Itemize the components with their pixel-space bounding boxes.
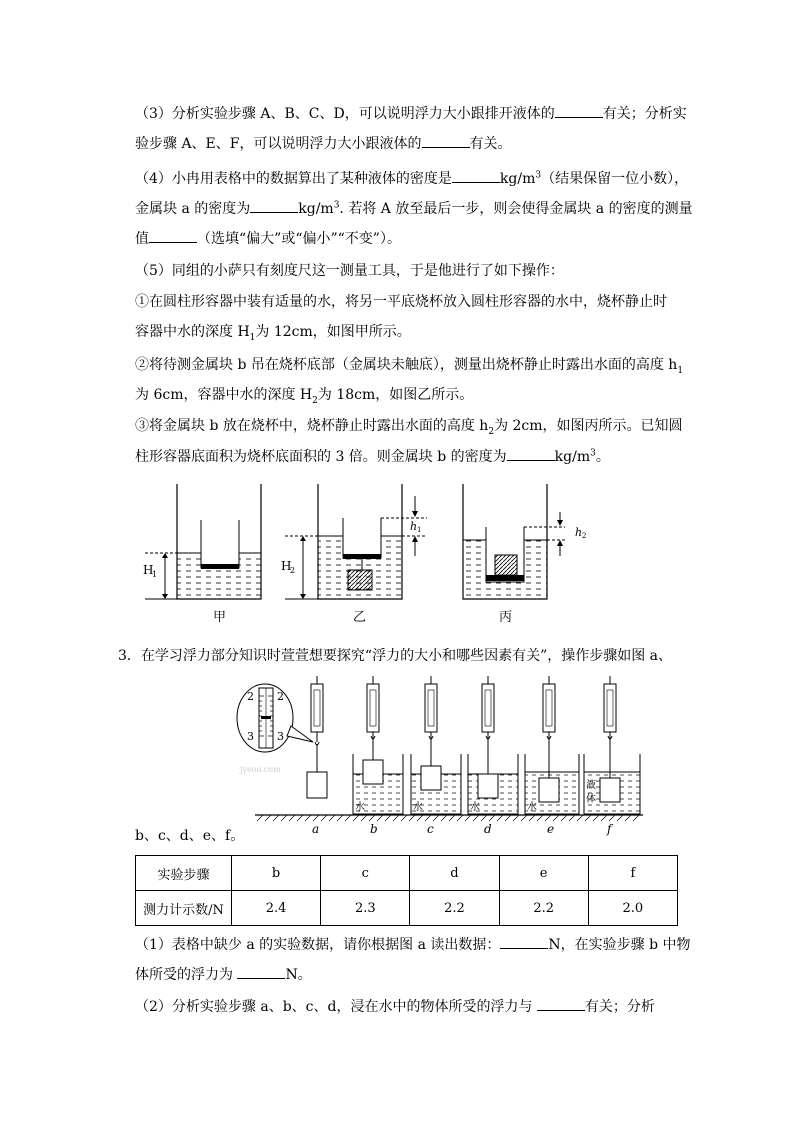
svg-text:水: 水 [413, 802, 423, 813]
svg-text:H: H [143, 563, 154, 577]
p5-step3-b: 柱形容器底面积为烧杯底面积的 3 倍。则金属块 b 的密度为 $kg/m^3$。 [135, 446, 610, 467]
p4-line2: 金属块 a 的密度为 $kg/m^3$. 若将 A 放至最后一步，则会使得金属块 a 的密度的测量 [135, 198, 693, 219]
answer-blank[interactable] [507, 446, 555, 461]
ground-hatch [257, 815, 639, 821]
p4-line1: （4）小冉用表格中的数据算出了某种液体的密度是 $kg/m^3$（结果保留一位小数）， [135, 168, 688, 189]
answer-blank[interactable] [537, 996, 585, 1011]
label-f: f [607, 822, 612, 836]
table-row [136, 891, 678, 926]
label-jia: 甲 [213, 610, 227, 625]
svg-text:h: h [410, 520, 418, 533]
p5-step2-b: 为 6cm，容器中水的深度 $H_2$为 18cm，如图乙所示。 [135, 387, 474, 406]
svg-text:2: 2 [277, 690, 284, 703]
container-jia [143, 484, 261, 599]
svg-text:水: 水 [355, 802, 365, 813]
q3p1-line2: 体所受的浮力为 N。 [135, 964, 312, 985]
table-cell: 2.2 [410, 891, 499, 926]
label-e: e [547, 822, 555, 836]
p4-line3: 值 （选填“偏大”或“偏小”“不变”）。 [135, 228, 401, 249]
p5-line1: （5）同组的小萨只有刻度尺这一测量工具，于是他进行了如下操作： [135, 263, 564, 279]
data-table [135, 855, 678, 926]
table-cell: e [499, 856, 588, 891]
answer-blank[interactable] [422, 133, 470, 148]
table-header: 测力计示数/N [136, 891, 232, 926]
scale-c [411, 676, 461, 814]
watermark: jyeoo.com [240, 765, 281, 774]
table-cell: c [321, 856, 410, 891]
p5-step2-a: ②将待测金属块 b 吊在烧杯底部（金属块未触底），测量出烧杯静止时露出水面的高度 $h_1$ [135, 357, 684, 376]
p5-step1-a: ①在圆柱形容器中装有适量的水，将另一平底烧杯放入圆柱形容器的水中，烧杯静止时 [135, 294, 667, 310]
beaker-figure [135, 478, 595, 628]
table-cell: 2.0 [588, 891, 677, 926]
svg-text:1: 1 [152, 570, 158, 579]
q3-line2: b、c、d、e、f。 [135, 828, 245, 844]
container-yi [281, 484, 427, 599]
label-a: a [312, 822, 320, 836]
svg-text:体: 体 [586, 794, 596, 805]
svg-text:水: 水 [470, 802, 480, 813]
table-row [136, 856, 678, 891]
scale-b [353, 676, 403, 814]
spring-scale-figure [235, 676, 645, 841]
table-cell: 2.2 [499, 891, 588, 926]
label-c: c [427, 822, 434, 836]
answer-blank[interactable] [555, 103, 603, 118]
label-bing: 丙 [499, 610, 513, 625]
svg-text:液: 液 [586, 780, 596, 791]
svg-text:3: 3 [247, 730, 254, 743]
p3-line1: （3）分析实验步骤 A、B、C、D，可以说明浮力大小跟排开液体的 有关；分析实 [135, 103, 687, 124]
answer-blank[interactable] [237, 964, 285, 979]
q3p2-line1: （2）分析实验步骤 a、b、c、d，浸在水中的物体所受的浮力与 有关；分析 [135, 996, 655, 1017]
table-cell: 2.4 [232, 891, 321, 926]
label-yi: 乙 [353, 610, 367, 625]
svg-text:水: 水 [527, 802, 537, 813]
scale-e [525, 676, 579, 814]
scale-zoom-bubble [237, 684, 313, 752]
label-b: b [370, 822, 378, 836]
svg-text:h: h [575, 526, 583, 539]
p3-line2: 验步骤 A、E、F，可以说明浮力大小跟液体的 有关。 [135, 133, 512, 154]
svg-text:3: 3 [277, 730, 284, 743]
table-cell: 2.3 [321, 891, 410, 926]
container-bing [463, 484, 586, 599]
table-header: 实验步骤 [136, 856, 232, 891]
p5-step1-b: 容器中水的深度 $H_1$为 12cm，如图甲所示。 [135, 324, 411, 343]
table-cell: b [232, 856, 321, 891]
q3-line1: 3．在学习浮力部分知识时萱萱想要探究“浮力的大小和哪些因素有关”，操作步骤如图 a、 [118, 648, 673, 664]
svg-text:2: 2 [582, 532, 587, 540]
svg-text:H: H [281, 559, 292, 573]
answer-blank[interactable] [250, 198, 298, 213]
svg-text:1: 1 [417, 526, 422, 534]
table-cell: d [410, 856, 499, 891]
answer-blank[interactable] [500, 934, 548, 949]
svg-text:2: 2 [247, 690, 254, 703]
svg-text:2: 2 [290, 566, 296, 575]
answer-blank[interactable] [452, 168, 500, 183]
table-cell: f [588, 856, 677, 891]
q3p1-line1: （1）表格中缺少 a 的实验数据，请你根据图 a 读出数据： N，在实验步骤 b 中物 [135, 934, 691, 955]
label-d: d [484, 822, 492, 836]
scale-f [584, 676, 640, 814]
scale-a [307, 676, 327, 798]
scale-d [468, 676, 518, 814]
p5-step3-a: ③将金属块 b 放在烧杯中，烧杯静止时露出水面的高度 $h_2$为 2cm，如图丙所示。已知圆 [135, 418, 683, 437]
answer-blank[interactable] [149, 228, 197, 243]
